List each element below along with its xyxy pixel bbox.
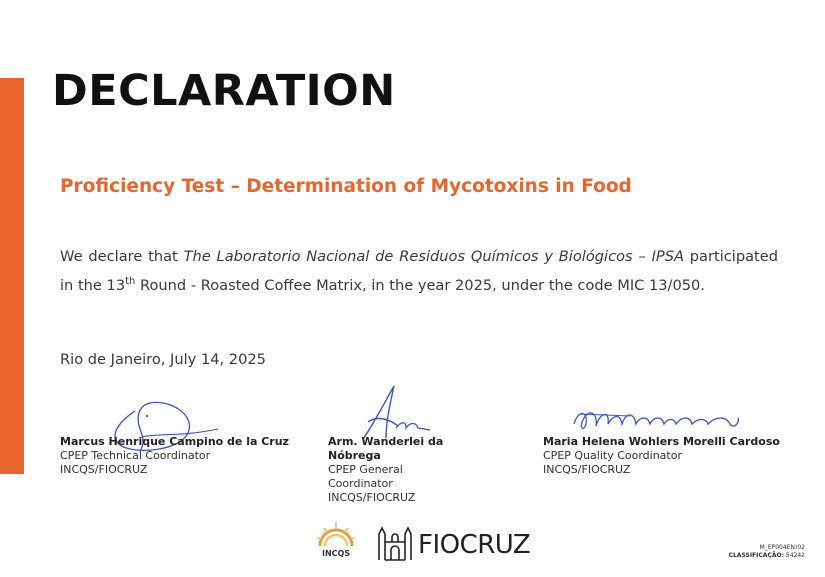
signatory-3-role: CPEP Quality Coordinator xyxy=(543,449,682,462)
signatory-1-role: CPEP Technical Coordinator xyxy=(60,449,211,462)
participation-text-post: Round - Roasted Coffee Matrix, in the year 2025, under the code MIC 13/050. xyxy=(135,277,705,294)
incqs-logo-text: INCQS xyxy=(322,549,351,558)
signatory-3-org: INCQS/FIOCRUZ xyxy=(543,463,631,476)
footer-logos xyxy=(312,520,531,566)
document-code-id: M_EP004EN!02 xyxy=(759,544,805,551)
signature-3-image xyxy=(570,402,745,438)
page-subtitle: Proficiency Test – Determination of Mycotoxins in Food xyxy=(60,176,632,197)
signatory-3-name: Maria Helena Wohlers Morelli Cardoso xyxy=(543,435,780,448)
fiocruz-logo-text: FIOCRUZ xyxy=(418,530,531,560)
signature-2-image xyxy=(350,382,440,442)
classification-value: 54242 xyxy=(785,552,805,559)
document-code xyxy=(729,544,805,560)
place-date: Rio de Janeiro, July 14, 2025 xyxy=(60,351,266,368)
signatory-2 xyxy=(328,435,468,505)
signatory-3 xyxy=(543,435,803,477)
fiocruz-castle-icon xyxy=(376,524,414,562)
classification-label: CLASSIFICAÇÃO: xyxy=(728,552,784,559)
signatory-2-name: Arm. Wanderlei da Nóbrega xyxy=(328,435,444,462)
signatory-2-org: INCQS/FIOCRUZ xyxy=(328,491,416,504)
classification xyxy=(729,552,805,560)
laboratory-name: The Laboratorio Nacional de Residuos Químicos y Biológicos – IPSA xyxy=(183,248,684,265)
declaration-intro: We declare that xyxy=(60,248,184,265)
page-title: DECLARATION xyxy=(52,66,396,116)
signatory-1 xyxy=(60,435,310,477)
participation-text-pre: participated in the 13 xyxy=(60,248,779,294)
declaration-body xyxy=(60,242,778,300)
signatory-2-role: CPEP General Coordinator xyxy=(328,463,403,490)
incqs-logo xyxy=(316,520,356,550)
signatory-1-name: Marcus Henrique Campino de la Cruz xyxy=(60,435,289,448)
signatory-1-org: INCQS/FIOCRUZ xyxy=(60,463,148,476)
accent-side-bar xyxy=(0,78,24,474)
ordinal-suffix: th xyxy=(125,276,136,288)
